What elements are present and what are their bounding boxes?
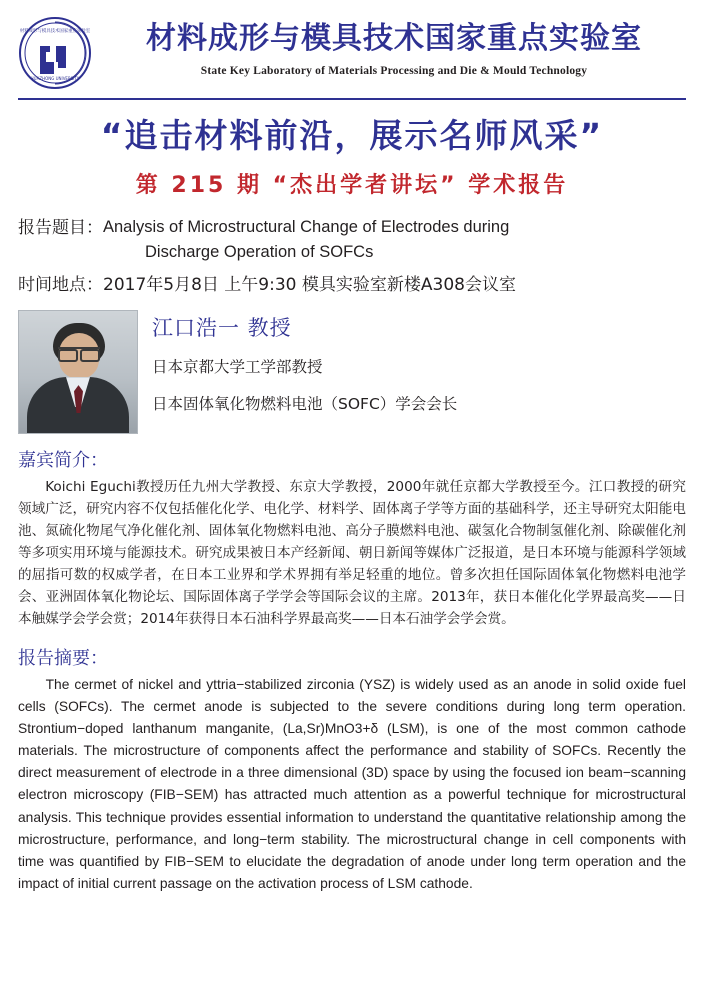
- topic-row: [18, 215, 686, 266]
- speaker-block: [18, 310, 686, 434]
- svg-text:材料成形与模具技术国家重点实验室: 材料成形与模具技术国家重点实验室: [19, 29, 91, 34]
- portrait-glasses: [58, 347, 100, 357]
- topic-line-2: Discharge Operation of SOFCs: [145, 243, 374, 262]
- bio-text: Koichi Eguchi教授历任九州大学教授、东京大学教授，2000年就任京都大学教授至今。江口教授的研究领域广泛，研究内容不仅包括催化化学、电化学、材料学、固体离子学等方面的基础科学，还主导研究太阳能电池、氮硫化物尾气净化催化剂、固体氧化物燃料电池、高分子膜燃料电池、碳氢化合物制氢催化剂、除碳催化剂等多项实用环境与能源技术。研究成果被日本产经新闻、朝日新闻等媒体广泛报道，是日本环境与能源科学领域的屈指可数的权威学者，在日本工业界和学术界拥有举足轻重的地位。曾多次担任国际固体氧化物燃料电池学会、亚洲固体氧化物论坛、国际固体离子学学会等国际会议的主席。2013年，获日本催化化学界最高奖——日本触媒学会学会赏；2014年获得日本石油科学界最高奖——日本石油学会学会赏。: [18, 479, 686, 628]
- time-label: 时间地点：: [18, 274, 103, 295]
- header-text: [102, 16, 686, 77]
- lab-name-cn: 材料成形与模具技术国家重点实验室: [146, 21, 642, 56]
- topic-label: 报告题目：: [18, 217, 103, 238]
- header: [18, 16, 686, 100]
- lab-name-en: State Key Laboratory of Materials Processing and Die & Mould Technology: [200, 64, 588, 77]
- speaker-name: 江口浩一 教授: [152, 316, 292, 341]
- speaker-affiliation-1: 日本京都大学工学部教授: [152, 358, 323, 377]
- university-emblem-icon: [18, 16, 92, 90]
- lecture-info: [18, 215, 686, 298]
- svg-text:HUAZHONG UNIVERSITY: HUAZHONG UNIVERSITY: [30, 76, 80, 81]
- forum-subtitle: 第 215 期 “杰出学者讲坛” 学术报告: [135, 172, 569, 198]
- time-row: [18, 272, 686, 298]
- topic-value: [103, 215, 686, 266]
- time-value: 2017年5月8日 上午9:30 模具实验室新楼A308会议室: [103, 274, 516, 295]
- abstract-heading: 报告摘要：: [18, 648, 108, 670]
- bio-heading: 嘉宾简介：: [18, 450, 108, 472]
- topic-line-1: Analysis of Microstructural Change of Electrodes during: [103, 217, 510, 236]
- abstract-text: The cermet of nickel and yttria−stabilized zirconia (YSZ) is widely used as an anode in solid oxide fuel cells (SOFCs). The cermet anode is subjected to the severe conditions during long term operation. Strontium−doped lanthanum manganite, (La,Sr)MnO3+δ (LSM), is one of the most common cathode materials. The microstructure of components affect the performance and stability of SOFCs. Recently the direct measurement of electrode in a three dimensional (3D) space by using the focused ion beam−scanning electron microscopy (FIB−SEM) has attracted much attention as a powerful technique for microstructural analysis. This technique provides essential information to understand the quantitative relationship among the microstructure, performance, and long−term stability. The microstructural change in cell components with time was quantified by FIB−SEM to elucidate the degradation of anode under long term operation and the impact of initial current passage on the activation process of LSM cathode.: [18, 677, 686, 891]
- speaker-info: [152, 310, 686, 417]
- speaker-portrait: [18, 310, 138, 434]
- poster-slogan: “追击材料前沿，展示名师风采”: [100, 116, 604, 155]
- speaker-affiliation-2: 日本固体氧化物燃料电池（SOFC）学会会长: [152, 395, 458, 414]
